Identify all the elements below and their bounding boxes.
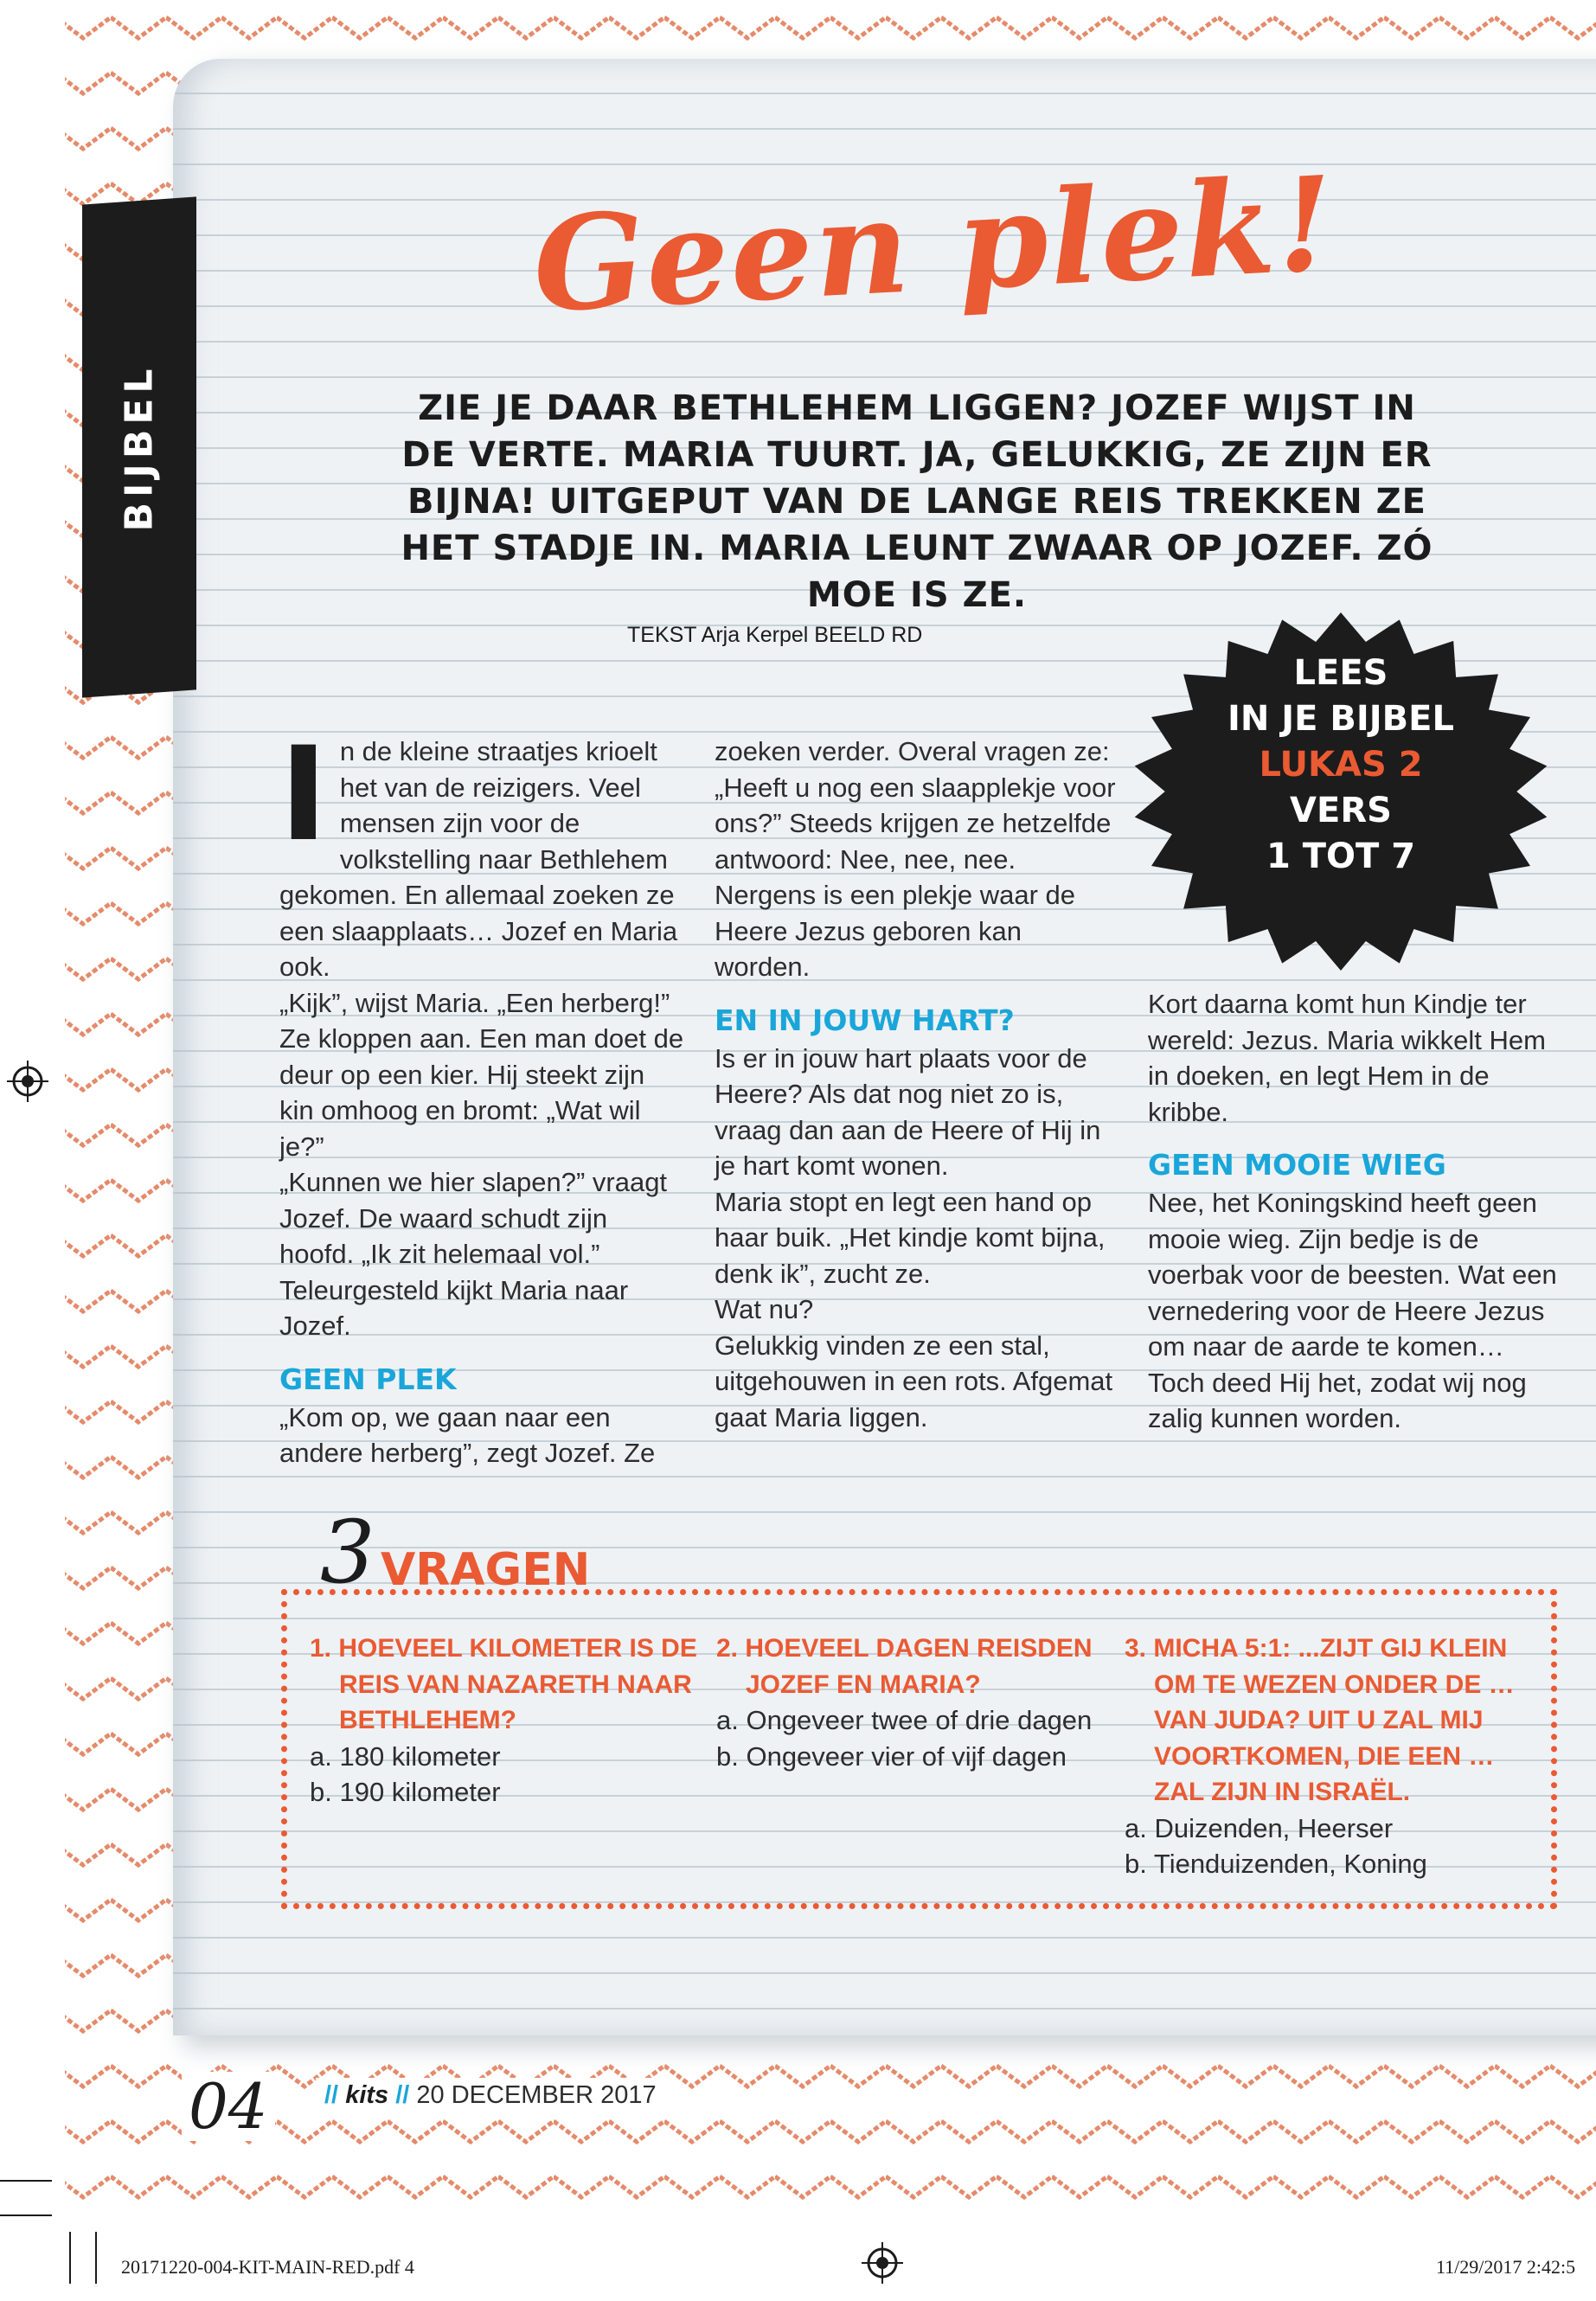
quiz-option: a. Duizenden, Heerser <box>1125 1812 1394 1843</box>
page-title: Geen plek! <box>529 147 1339 343</box>
print-slug-timestamp: 11/29/2017 2:42:5 <box>1436 2256 1576 2278</box>
quiz-question-text: 3. MICHA 5:1: ...ZIJT GIJ KLEIN OM TE WEZEN ONDER DE … VAN JUDA? UIT U ZAL MIJ VOORTKOMEN, DIE EEN … ZAL ZIJN IN ISRAËL. <box>1125 1634 1515 1806</box>
quiz-question-3 <box>1125 1631 1540 1882</box>
article-paragraph: Gelukkig vinden ze een stal, uitgehouwen in een rots. Afgemat gaat Maria liggen. <box>715 1330 1113 1433</box>
badge-text <box>1125 651 1557 880</box>
quiz-title: VRAGEN <box>381 1544 591 1596</box>
article-subheading: EN IN JOUW HART? <box>715 1003 1015 1037</box>
registration-mark-icon <box>862 2242 903 2284</box>
footer-slashes: // <box>395 2081 410 2109</box>
article-paragraph: n de kleine straatjes krioelt het van de reizigers. Veel mensen zijn voor de volkstelling naar Bethlehem gekomen. En allemaal zoeken ze een slaapplaats… Jozef en Maria ook. <box>279 736 678 982</box>
intro-text: ZIE JE DAAR BETHLEHEM LIGGEN? JOZEF WIJST IN DE VERTE. MARIA TUURT. JA, GELUKKIG, ZE ZIJN ER BIJNA! UITGEPUT VAN DE LANGE REIS TREKKEN ZE HET STADJE IN. MARIA LEUNT ZWAAR OP JOZEF. ZÓ MOE IS ZE. <box>401 388 1433 615</box>
article-paragraph: Kort daarna komt hun Kindje ter wereld: Jezus. Maria wikkelt Hem in doeken, en legt Hem in de kribbe. <box>1148 989 1546 1127</box>
article-column-3 <box>1148 986 1563 1437</box>
footer-date: 20 DECEMBER 2017 <box>416 2081 657 2109</box>
page-margin <box>0 0 65 2214</box>
article-subheading: GEEN MOOIE WIEG <box>1148 1148 1446 1182</box>
badge-line-2: IN JE BIJBEL <box>1227 699 1454 739</box>
quiz-option: a. 180 kilometer <box>310 1740 501 1772</box>
footer-slashes: // <box>324 2081 339 2109</box>
quiz-option: a. Ongeveer twee of drie dagen <box>716 1705 1093 1735</box>
article-paragraph: „Kijk”, wijst Maria. „Een herberg!” Ze kloppen aan. Een man doet de deur op een kier. Hij steekt zijn kin omhoog en bromt: „Wat wil je?” <box>279 987 684 1162</box>
article-paragraph: Maria stopt en legt een hand op haar buik. „Het kindje komt bijna, denk ik”, zucht ze. <box>715 1186 1106 1289</box>
badge-reference: LUKAS 2 <box>1259 745 1423 785</box>
quiz-number: 3 <box>320 1502 375 1603</box>
article-paragraph: Is er in jouw hart plaats voor de Heere? Als dat nog niet zo is, vraag dan aan de Heere of Hij in je hart komt wonen. <box>715 1042 1101 1181</box>
quiz-question-1 <box>310 1631 712 1811</box>
section-tab-label-wrap <box>82 201 196 694</box>
quiz-question-text: 2. HOEVEEL DAGEN REISDEN JOZEF EN MARIA? <box>716 1634 1093 1699</box>
badge-line-5: 1 TOT 7 <box>1266 836 1416 876</box>
page-number: 04 <box>182 2072 275 2141</box>
credits: TEKST Arja Kerpel BEELD RD <box>627 623 923 647</box>
article-subheading: GEEN PLEK <box>279 1362 457 1396</box>
article-paragraph: Nee, het Koningskind heeft geen mooie wieg. Zijn bedje is de voerbak voor de beesten. Wat een vernedering voor de Heere Jezus om naar de aarde te komen… Toch deed Hij het, zodat wij nog zalig kunnen worden. <box>1148 1188 1557 1433</box>
quiz-option: b. Ongeveer vier of vijf dagen <box>716 1740 1067 1772</box>
badge-line-1: LEES <box>1293 653 1388 693</box>
quiz-option: b. 190 kilometer <box>310 1777 501 1807</box>
crop-mark <box>0 2180 52 2182</box>
footer-brand: kits <box>345 2081 389 2109</box>
quiz-question-2 <box>716 1631 1118 1774</box>
article-paragraph: „Kom op, we gaan naar een andere herberg”, zegt Jozef. Ze <box>279 1401 656 1468</box>
article-paragraph: „Kunnen we hier slapen?” vraagt Jozef. De waard schudt zijn hoofd. „Ik zit helemaal vol.” Teleurgesteld kijkt Maria naar Jozef. <box>279 1167 668 1341</box>
drop-cap: I <box>279 720 328 870</box>
article-column-2 <box>715 734 1121 1435</box>
section-tab-label: BIJBEL <box>117 363 162 531</box>
article-column-1 <box>279 720 686 1471</box>
article-paragraph: zoeken verder. Overal vragen ze: „Heeft u nog een slaapplekje voor ons?” Steeds krijgen ze hetzelfde antwoord: Nee, nee, nee. Nergens is een plekje waar de Heere Jezus geboren kan worden. <box>715 736 1116 982</box>
crop-mark <box>95 2232 97 2284</box>
badge-line-4: VERS <box>1290 791 1392 830</box>
crop-mark <box>0 2214 52 2216</box>
registration-mark-icon <box>7 1061 48 1102</box>
quiz-question-text: 1. HOEVEEL KILOMETER IS DE REIS VAN NAZARETH NAAR BETHLEHEM? <box>310 1634 697 1734</box>
crop-mark <box>69 2232 71 2284</box>
print-slug-filename: 20171220-004-KIT-MAIN-RED.pdf 4 <box>121 2256 414 2278</box>
quiz-option: b. Tienduizenden, Koning <box>1125 1849 1427 1879</box>
footer-line <box>316 2078 665 2112</box>
article-paragraph: Wat nu? <box>715 1294 814 1324</box>
